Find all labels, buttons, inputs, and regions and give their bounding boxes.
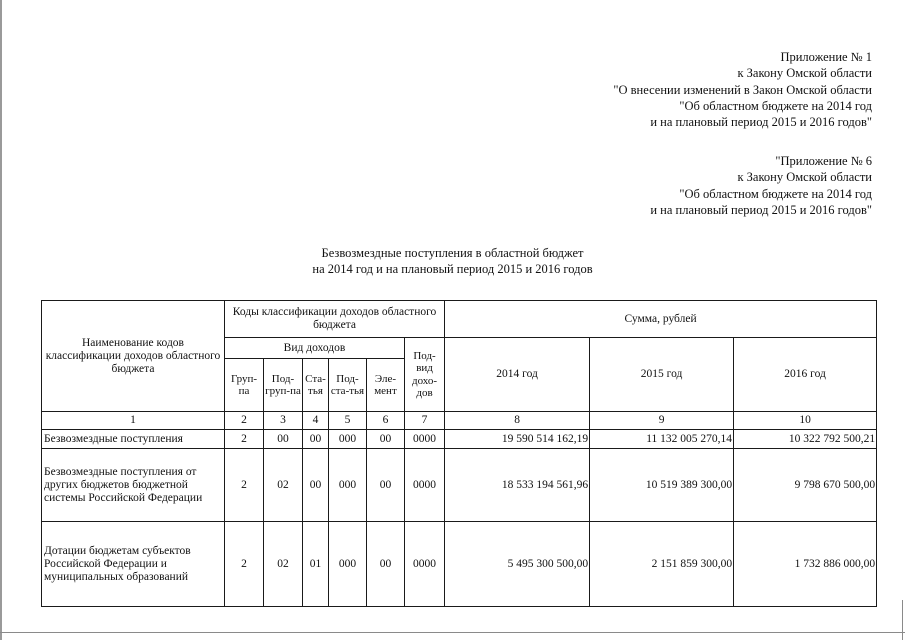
appendix-6-line: "Об областном бюджете на 2014 год — [679, 186, 872, 201]
appendix-1-line: "Об областном бюджете на 2014 год — [679, 98, 872, 113]
appendix-1-line: к Закону Омской области — [737, 66, 872, 81]
row-sum-2016: 10 322 792 500,21 — [734, 430, 877, 449]
column-number: 7 — [405, 412, 445, 430]
scan-right-edge — [902, 600, 903, 640]
row-subkind: 0000 — [405, 449, 445, 522]
row-group: 2 — [225, 449, 264, 522]
appendix-1-line: и на плановый период 2015 и 2016 годов" — [650, 115, 872, 130]
column-number-row — [42, 412, 877, 430]
row-article: 00 — [303, 449, 329, 522]
appendix-1-header — [613, 49, 872, 130]
column-number: 2 — [225, 412, 264, 430]
column-number: 10 — [734, 412, 877, 430]
row-name: Безвозмездные поступления от других бюджетов бюджетной системы Российской Федерации — [42, 449, 225, 522]
header-sum: Сумма, рублей — [445, 301, 877, 338]
table-row — [42, 449, 877, 522]
row-element: 00 — [367, 430, 405, 449]
budget-table — [41, 300, 877, 607]
row-sum-2015: 11 132 005 270,14 — [590, 430, 734, 449]
appendix-6-header — [650, 153, 872, 218]
row-sum-2016: 9 798 670 500,00 — [734, 449, 877, 522]
header-subarticle: Под-ста-тья — [329, 359, 367, 412]
row-sum-2014: 18 533 194 561,96 — [445, 449, 590, 522]
row-subgroup: 00 — [264, 430, 303, 449]
row-subkind: 0000 — [405, 522, 445, 607]
column-number: 4 — [303, 412, 329, 430]
column-number: 9 — [590, 412, 734, 430]
header-group: Груп-па — [225, 359, 264, 412]
header-name: Наименование кодов классификации доходов областного бюджета — [42, 301, 225, 412]
table-row — [42, 430, 877, 449]
document-title-line: на 2014 год и на плановый период 2015 и 2016 годов — [312, 262, 593, 276]
row-name: Дотации бюджетам субъектов Российской Федерации и муниципальных образований — [42, 522, 225, 607]
row-group: 2 — [225, 522, 264, 607]
row-subarticle: 000 — [329, 430, 367, 449]
document-title — [0, 245, 905, 277]
row-name: Безвозмездные поступления — [42, 430, 225, 449]
row-group: 2 — [225, 430, 264, 449]
row-element: 00 — [367, 522, 405, 607]
column-number: 5 — [329, 412, 367, 430]
column-number: 8 — [445, 412, 590, 430]
row-sum-2014: 19 590 514 162,19 — [445, 430, 590, 449]
appendix-6-line: к Закону Омской области — [737, 170, 872, 185]
row-subgroup: 02 — [264, 522, 303, 607]
column-number: 6 — [367, 412, 405, 430]
row-element: 00 — [367, 449, 405, 522]
row-article: 01 — [303, 522, 329, 607]
row-subarticle: 000 — [329, 522, 367, 607]
row-sum-2014: 5 495 300 500,00 — [445, 522, 590, 607]
scan-left-edge — [0, 0, 2, 640]
scan-bottom-edge — [0, 632, 905, 633]
header-2014: 2014 год — [445, 338, 590, 412]
appendix-1-line: "О внесении изменений в Закон Омской области — [613, 82, 872, 97]
header-kind: Вид доходов — [225, 338, 405, 359]
appendix-1-line: Приложение № 1 — [780, 50, 872, 64]
header-element: Эле-мент — [367, 359, 405, 412]
column-number: 1 — [42, 412, 225, 430]
row-subkind: 0000 — [405, 430, 445, 449]
row-sum-2015: 2 151 859 300,00 — [590, 522, 734, 607]
header-2016: 2016 год — [734, 338, 877, 412]
header-subkind: Под-вид дохо-дов — [405, 338, 445, 412]
header-codes: Коды классификации доходов областного бюджета — [225, 301, 445, 338]
row-sum-2016: 1 732 886 000,00 — [734, 522, 877, 607]
row-sum-2015: 10 519 389 300,00 — [590, 449, 734, 522]
appendix-6-line: "Приложение № 6 — [775, 154, 872, 168]
document-title-line: Безвозмездные поступления в областной бюджет — [321, 246, 584, 260]
appendix-6-line: и на плановый период 2015 и 2016 годов" — [650, 202, 872, 217]
header-subgroup: Под-груп-па — [264, 359, 303, 412]
table-row — [42, 522, 877, 607]
header-2015: 2015 год — [590, 338, 734, 412]
row-article: 00 — [303, 430, 329, 449]
header-article: Ста-тья — [303, 359, 329, 412]
row-subgroup: 02 — [264, 449, 303, 522]
row-subarticle: 000 — [329, 449, 367, 522]
column-number: 3 — [264, 412, 303, 430]
